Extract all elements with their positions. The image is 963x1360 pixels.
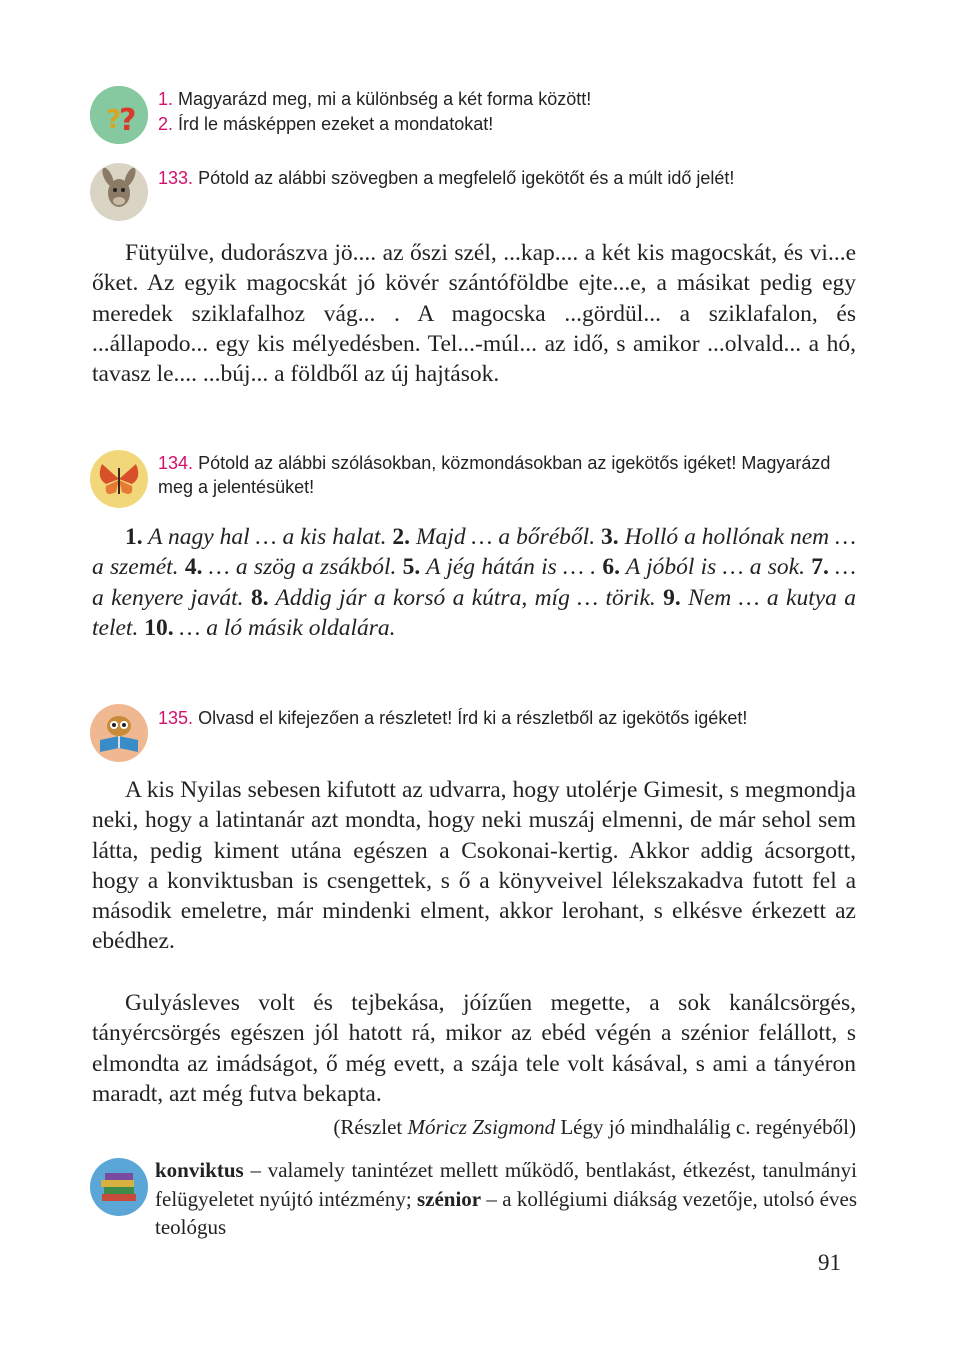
saying-item: 1. A nagy hal … a kis halat. (125, 524, 387, 550)
task-instruction: Pótold az alábbi szólásokban, közmondásokban az igekötős igéket! Magyarázd meg a jelentésüket! (158, 453, 831, 497)
intro-question-2 (158, 112, 858, 136)
saying-item: 3. Holló a hollónak nem … a szemét. (92, 524, 856, 581)
task-number: 135. (158, 708, 194, 728)
glossary-definition: – a kollégiumi diákság vezetője, utolsó éves teológus (155, 1186, 857, 1239)
butterfly-icon (90, 450, 148, 508)
saying-item: 10. … a ló másik oldalára. (144, 614, 396, 641)
donkey-icon (90, 163, 148, 221)
saying-item: 9. Nem … a kutya a telet. (92, 584, 857, 641)
reading-owl-icon (90, 704, 148, 762)
saying-item: 4. … a szög a zsákból. (184, 554, 397, 581)
intro-question-1 (158, 87, 858, 111)
task-number: 1. (158, 89, 174, 109)
saying-item: 2. Majd … a bőréből. (392, 524, 596, 550)
saying-item: 6. A jóból is … a sok. (602, 554, 805, 581)
page-number: 91 (818, 1250, 841, 1275)
task-instruction: Írd le másképpen ezeket a mondatokat! (178, 114, 494, 134)
task-134-sayings (92, 522, 856, 643)
glossary-term: szénior (416, 1186, 482, 1211)
svg-text:?: ? (106, 105, 122, 135)
task-number: 2. (158, 114, 174, 134)
svg-text:?: ? (119, 103, 137, 138)
excerpt-source: (Részlet Móricz Zsigmond Légy jó mindhalálig c. regényéből) (333, 1115, 856, 1139)
task-instruction: Olvasd el kifejezően a részletet! Írd ki a részletből az igekötős igéket! (198, 708, 748, 728)
task-number: 134. (158, 453, 194, 473)
exercise-text: Fütyülve, dudorászva jö.... az őszi szél, ...kap.... a két kis magocskát, és vi...e őket. Az egyik magocskát jó kövér szántóföldbe ejte...e, a másikat pedig egy meredek sziklafalhoz vág... . A magocska ...gördül... a sziklafalon, és ...állapodo... egy kis mélyedésben. Tel...-múl... az idő, s amikor ...olvald... a hó, tavasz le.... ...búj... a földből az új hajtások. (92, 240, 856, 388)
saying-item: 7. … a kenyere javát. (92, 554, 857, 611)
glossary-definition: – valamely tanintézet mellett működő, bentlakást, étkezést, tanulmányi felügyeletet nyújtó intézmény; (155, 1158, 857, 1211)
saying-item: 5. A jég hátán is … . (402, 554, 597, 581)
excerpt-paragraph-1: A kis Nyilas sebesen kifutott az udvarra, hogy utolérje Gimesit, s megmondja neki, hogy a latintanár azt mondta, hogy neki muszáj elmenni, de már sehol sem látta, pedig kiment utána egészen a Csokonai-kertig. Akkor addig ácsorgott, hogy a konviktusban is csengettek, s ő a könyveivel lélekszakadva futott fel a második emeletre, már mindenki elment, akkor lerohant, s elkésve érkezett az ebédhez. (92, 777, 856, 955)
task-instruction: Magyarázd meg, mi a különbség a két forma között! (178, 89, 592, 109)
task-number: 133. (158, 168, 194, 188)
task-instruction: Pótold az alábbi szövegben a megfelelő igekötőt és a múlt idő jelét! (198, 168, 735, 188)
glossary-term: konviktus (155, 1158, 244, 1182)
books-icon (90, 1158, 148, 1216)
glossary (155, 1156, 857, 1242)
task-133-text (92, 238, 856, 389)
task-133-instruction (158, 166, 858, 190)
task-135-instruction (158, 706, 858, 730)
question-marks-icon (90, 86, 148, 144)
excerpt-paragraph-2: Gulyásleves volt és tejbekása, jóízűen megette, a sok kanálcsörgés, tányércsörgés egészen jól hatott rá, mikor az ebéd végén a szénior felállott, s elmondta az imádságot, ő még evett, a szája tele volt kásával, s ami a tányéron maradt, azt még futva bekapta. (92, 990, 856, 1107)
author-name: Móricz Zsigmond (407, 1115, 556, 1139)
saying-item: 8. Addig jár a korsó a kútra, míg … törik. (250, 584, 656, 611)
task-134-instruction (158, 451, 858, 499)
